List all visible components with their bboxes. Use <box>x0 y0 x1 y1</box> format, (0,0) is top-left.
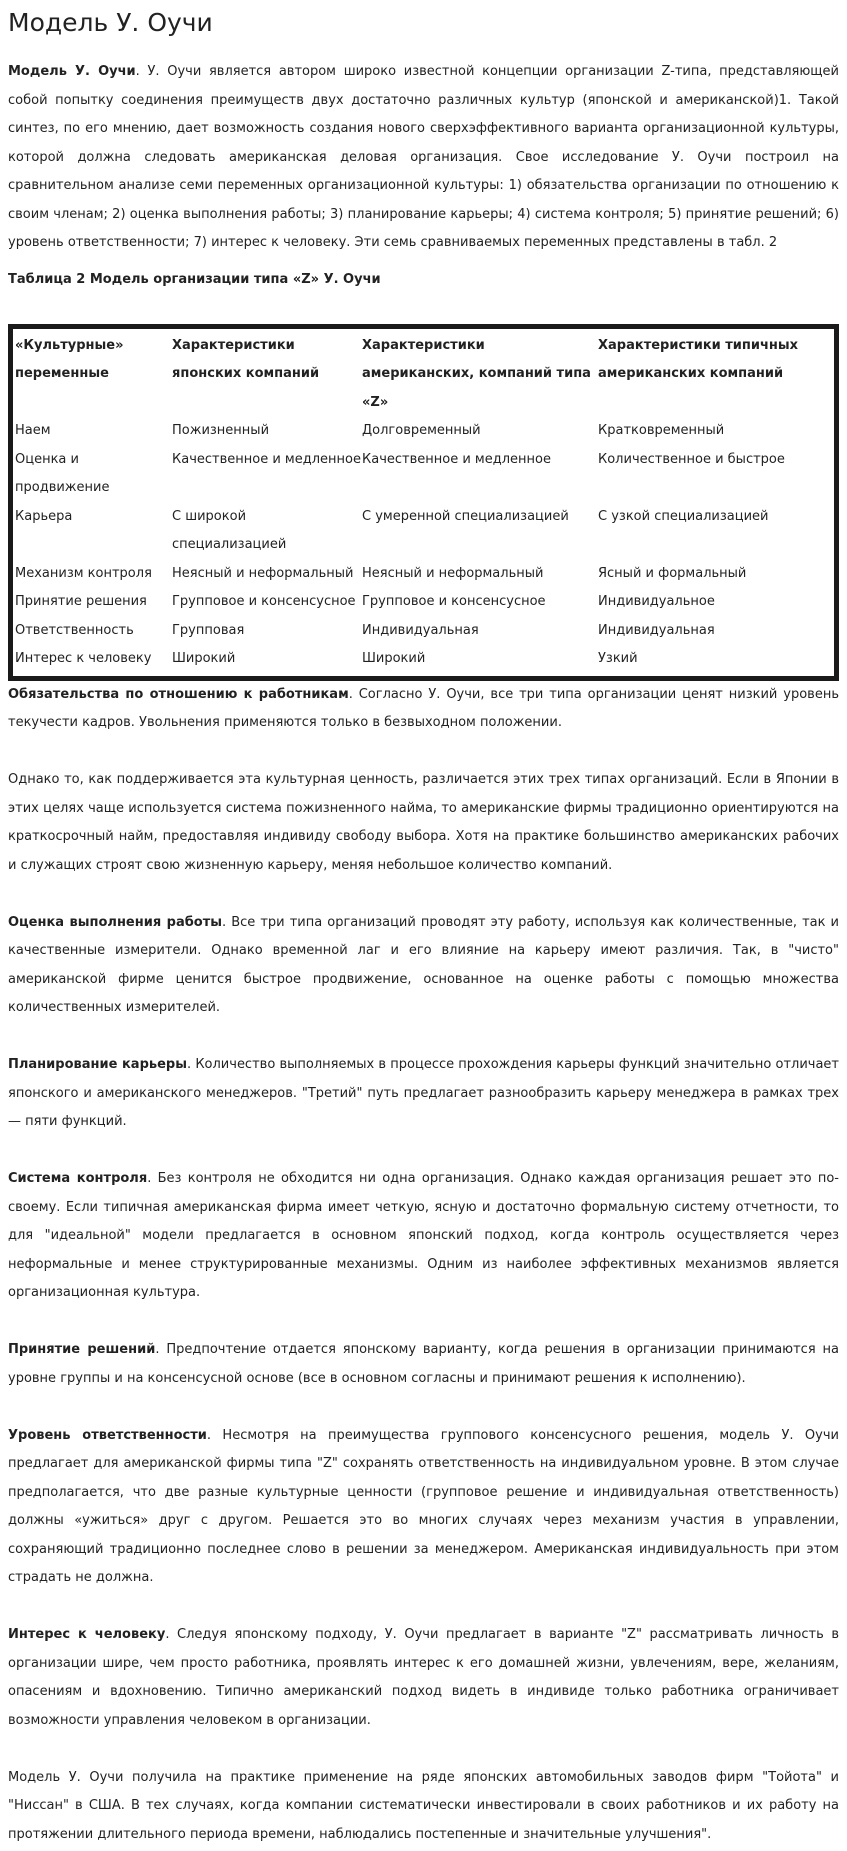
table-cell: Индивидуальная <box>362 622 479 638</box>
table-row <box>15 446 832 503</box>
section-text: . Предпочтение отдается японскому варианту, когда решения в организации принимаются на уровне группы и на консенсусной основе (все в основном согласны и принимают решения к исполнению). <box>8 1342 839 1386</box>
table-cell: Групповая <box>172 622 245 638</box>
table-row <box>15 617 832 646</box>
table-cell: С узкой специализацией <box>598 508 769 524</box>
comparison-table <box>15 332 832 674</box>
section-text: . Следуя японскому подходу, У. Оучи предлагает в варианте "Z" рассматривать личность в организации шире, чем просто работника, проявлять интерес к его домашней жизни, увлечениям, вере, желаниям, опасениям и вдохновению. Типично американский подход видеть в индивиде только работника ограничивает возможности управления человеком в организации. <box>8 1627 839 1728</box>
table-cell: Узкий <box>598 651 638 666</box>
section-text: . Количество выполняемых в процессе прохождения карьеры функций значительно отличает японского и американского менеджеров. "Третий" путь предлагает разнообразить карьеру менеджера в рамках трех — пяти функций. <box>8 1057 840 1129</box>
table-cell: Пожизненный <box>172 423 270 438</box>
section-text: . Все три типа организаций проводят эту работу, используя как количественные, так и качественные измерители. Однако временной лаг и его влияние на карьеру имеют различия. Так, в "чисто" американской фирме ценится быстрое продвижение, основанное на оценке работы с помощью множества количественных измерителей. <box>8 914 839 1015</box>
table-row <box>15 560 832 589</box>
intro-paragraph <box>8 58 839 258</box>
table-row <box>15 417 832 446</box>
table-cell: Неясный и неформальный <box>362 565 544 581</box>
table-cell: Индивидуальная <box>598 622 715 638</box>
section-responsibility <box>8 1422 839 1593</box>
table-cell: Количественное и быстрое <box>598 451 785 467</box>
section-text: . Согласно У. Оучи, все три типа организации ценят низкий уровень текучести кадров. Увольнения применяются только в безвыходном положении. <box>8 686 839 730</box>
table-cell: Индивидуальное <box>598 594 715 609</box>
section-decision-making <box>8 1336 839 1393</box>
section-practical-application <box>8 1764 839 1850</box>
table-cell: Широкий <box>172 651 236 666</box>
table-cell: Долговременный <box>362 423 481 438</box>
table-cell: Оценка и продвижение <box>15 451 110 495</box>
section-commitments <box>8 681 839 738</box>
section-heading: Планирование карьеры <box>8 1057 187 1072</box>
section-heading: Обязательства по отношению к работникам <box>8 686 349 702</box>
comparison-table-frame <box>8 324 839 681</box>
table-cell: Кратковременный <box>598 423 725 438</box>
table-cell: Принятие решения <box>15 594 147 609</box>
table-row <box>15 503 832 560</box>
table-cell: Широкий <box>362 651 426 666</box>
section-heading: Оценка выполнения работы <box>8 914 223 930</box>
table-cell: Качественное и медленное <box>172 451 361 467</box>
section-heading: Уровень ответственности <box>8 1427 207 1443</box>
section-heading: Система контроля <box>8 1171 148 1186</box>
table-cell: Ясный и формальный <box>598 565 747 581</box>
table-header-row <box>15 332 832 418</box>
header-japanese: Характеристики японских компаний <box>172 337 320 381</box>
table-cell: Групповое и консенсусное <box>362 594 546 609</box>
section-text: Модель У. Оучи получила на практике применение на ряде японских автомобильных заводов фирм "Тойота" и "Ниссан" в США. В тех случаях, когда компании систематически инвестировали в своих работников и их работу на протяжении длительного периода времени, наблюдались постепенные и значительные улучшения". <box>8 1769 839 1842</box>
section-concern-for-people <box>8 1621 839 1735</box>
table-cell: Неясный и неформальный <box>172 565 354 581</box>
header-typical-american: Характеристики типичных американских компаний <box>598 337 799 381</box>
page-title: Модель У. Оучи <box>8 8 213 37</box>
section-heading: Принятие решений <box>8 1342 156 1357</box>
table-cell: Механизм контроля <box>15 565 152 581</box>
table-row <box>15 588 832 617</box>
table-cell: С широкой специализацией <box>172 508 287 552</box>
table-cell: Качественное и медленное <box>362 451 551 467</box>
section-career-planning <box>8 1051 839 1137</box>
header-cultural-variables: «Культурные» переменные <box>15 337 124 381</box>
table-cell: Наем <box>15 423 51 438</box>
section-lifetime-hiring <box>8 766 839 880</box>
section-text: . Без контроля не обходится ни одна организация. Однако каждая организация решает это по-своему. Если типичная американская фирма имеет четкую, ясную и достаточно формальную систему отчетности, то для "идеальной" модели предлагается в основном японский подход, когда контроль осуществляется через неформальные и менее структурированные механизмы. Одним из наиболее эффективных механизмов является организационная культура. <box>8 1171 840 1300</box>
table-cell: Интерес к человеку <box>15 651 152 666</box>
section-heading: Интерес к человеку <box>8 1627 166 1642</box>
intro-lead: Модель У. Оучи <box>8 64 136 79</box>
intro-text: . У. Оучи является автором широко известной концепции организации Z-типа, представляющей собой попытку соединения преимуществ двух достаточно различных культур (японской и американской)1. Такой синтез, по его мнению, дает возможность создания нового сверхэффективного варианта организационной культуры, которой должна следовать американская деловая организация. Свое исследование У. Оучи построил на сравнительном анализе семи переменных организационной культуры: 1) обязательства организации по отношению к своим членам; 2) оценка выполнения работы; 3) планирование карьеры; 4) система контроля; 5) принятие решений; 6) уровень ответственности; 7) интерес к человеку. Эти семь сравниваемых переменных представлены в табл. 2 <box>8 64 839 250</box>
section-control-system <box>8 1165 839 1308</box>
table-row <box>15 645 832 674</box>
table-cell: Групповое и консенсусное <box>172 594 356 609</box>
section-performance-evaluation <box>8 909 839 1023</box>
section-text: Однако то, как поддерживается эта культурная ценность, различается этих трех типах организаций. Если в Японии в этих целях чаще используется система пожизненного найма, то американские фирмы традиционно ориентируются на краткосрочный найм, предоставляя индивиду свободу выбора. Хотя на практике большинство американских рабочих и служащих строят свою жизненную карьеру, меняя небольшое количество компаний. <box>8 772 839 873</box>
table-cell: Карьера <box>15 508 73 524</box>
table-cell: Ответственность <box>15 622 134 638</box>
table-cell: С умеренной специализацией <box>362 508 569 524</box>
table-caption: Таблица 2 Модель организации типа «Z» У. Оучи <box>8 271 381 287</box>
section-text: . Несмотря на преимущества группового консенсусного решения, модель У. Оучи предлагает для американской фирмы типа "Z" сохранять ответственность на индивидуальном уровне. В этом случае предполагается, что две разные культурные ценности (групповое решение и индивидуальная ответственность) должны «ужиться» друг с другом. Решается это во многих случаях через механизм участия в управлении, сохраняющий традиционно последнее слово в решении за менеджером. Американская индивидуальность при этом страдать не должна. <box>8 1427 839 1585</box>
header-american-z: Характеристики американских, компаний типа «Z» <box>362 337 591 410</box>
